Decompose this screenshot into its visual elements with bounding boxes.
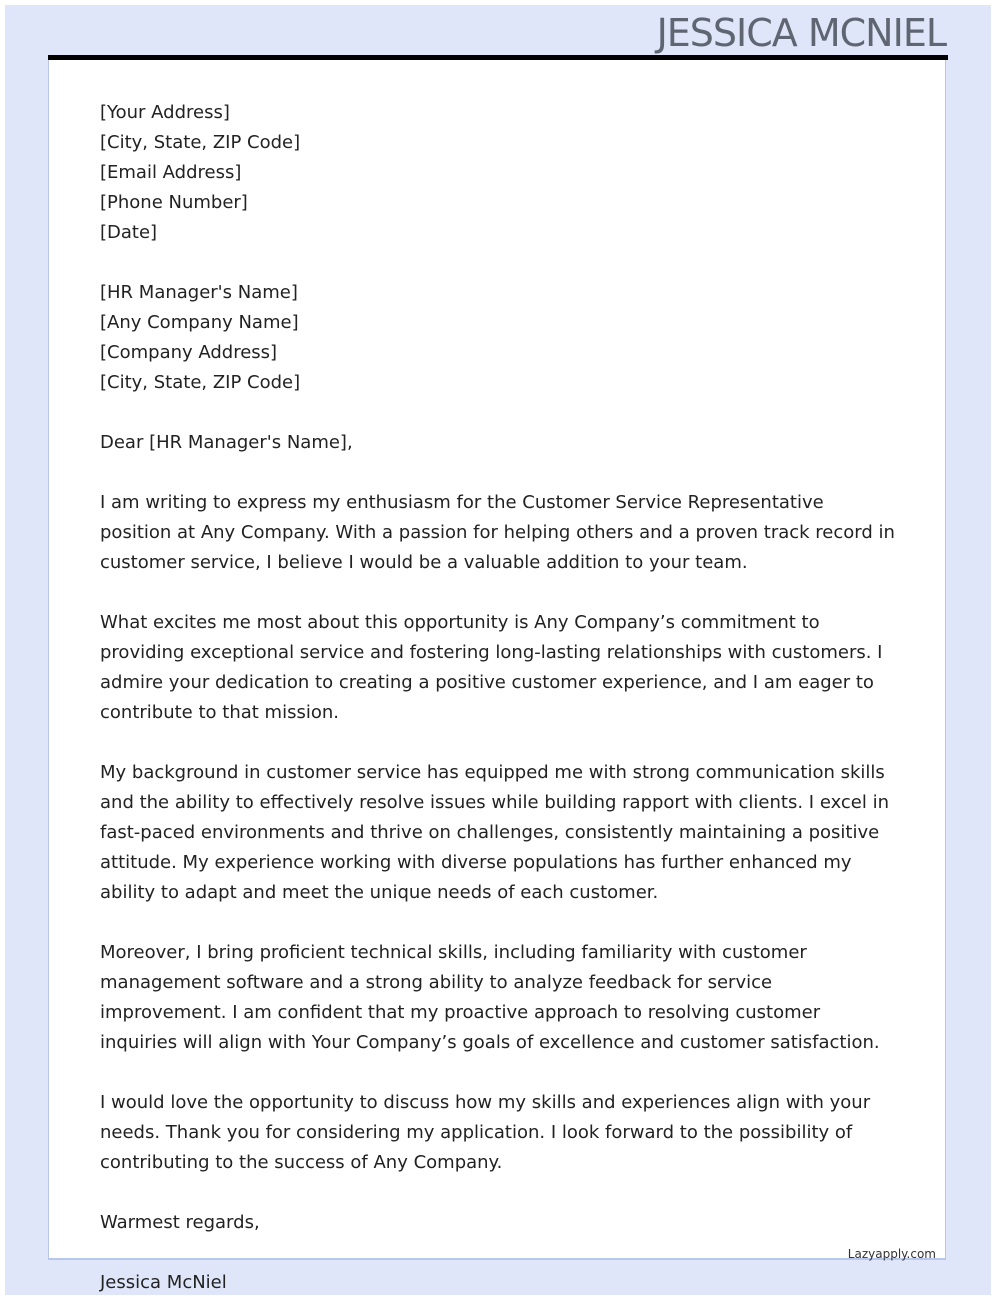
sender-phone: [Phone Number] <box>100 192 248 213</box>
recipient-city-state-zip: [City, State, ZIP Code] <box>100 372 301 393</box>
body-paragraph: I would love the opportunity to discuss how my skills and experiences align with your needs. Thank you for considering my application. I look forward to the possibility of contributing to the success of Any Company. <box>100 1092 871 1173</box>
sender-block <box>100 98 900 248</box>
body-paragraph: What excites me most about this opportunity is Any Company’s commitment to providing exceptional service and fostering long-lasting relationships with customers. I admire your dedication to creating a positive customer experience, and I am eager to contribute to that mission. <box>100 612 883 723</box>
body-paragraph: I am writing to express my enthusiasm for the Customer Service Representative position at Any Company. With a passion for helping others and a proven track record in customer service, I believe I would be a valuable addition to your team. <box>100 492 895 573</box>
recipient-address: [Company Address] <box>100 342 278 363</box>
recipient-company: [Any Company Name] <box>100 312 299 333</box>
sender-email: [Email Address] <box>100 162 242 183</box>
sender-address: [Your Address] <box>100 102 230 123</box>
recipient-block <box>100 278 900 398</box>
watermark: Lazyapply.com <box>847 1247 936 1261</box>
closing: Warmest regards, <box>100 1212 260 1233</box>
header-name: JESSICA MCNIEL <box>656 11 946 55</box>
signature: Jessica McNiel <box>100 1272 227 1293</box>
letter-body <box>100 98 900 1268</box>
salutation: Dear [HR Manager's Name], <box>100 432 353 453</box>
body-paragraph: Moreover, I bring proficient technical skills, including familiarity with customer management software and a strong ability to analyze feedback for service improvement. I am confident that my proactive approach to resolving customer inquiries will align with Your Company’s goals of excellence and customer satisfaction. <box>100 942 880 1053</box>
recipient-name: [HR Manager's Name] <box>100 282 298 303</box>
body-paragraph: My background in customer service has equipped me with strong communication skills and the ability to effectively resolve issues while building rapport with clients. I excel in fast-paced environments and thrive on challenges, consistently maintaining a positive attitude. My experience working with diverse populations has further enhanced my ability to adapt and meet the unique needs of each customer. <box>100 762 890 903</box>
sender-city-state-zip: [City, State, ZIP Code] <box>100 132 301 153</box>
letter-date: [Date] <box>100 222 158 243</box>
